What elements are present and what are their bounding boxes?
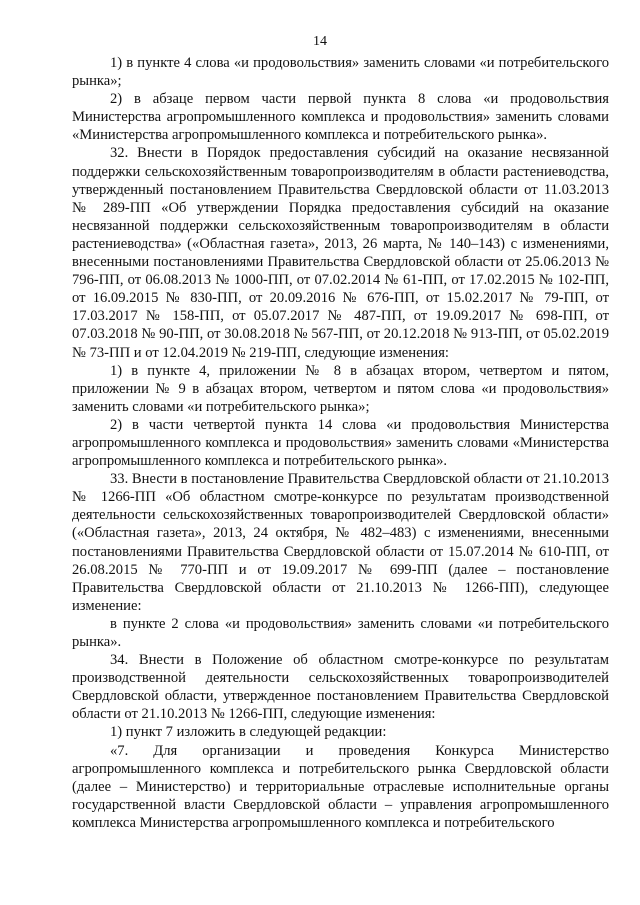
paragraph-item-1: 1) в пункте 4 слова «и продовольствия» заменить словами «и потребительского рынка»; (72, 55, 609, 90)
page-number: 14 (313, 34, 327, 49)
paragraph-item-2: 2) в абзаце первом части первой пункта 8 слова «и продовольствия Министерства агропромышленного комплекса и продовольствия» заменить словами «Министерства агропромышленного комплекса и потребительского рынка». (72, 91, 609, 144)
paragraph-32-item-1: 1) в пункте 4, приложении № 8 в абзацах втором, четвертом и пятом, приложении № 9 в абзацах втором, четвертом и пятом слова «и продовольствия» заменить словами «и потребительского рынка»; (72, 362, 609, 415)
paragraph-34: 34. Внести в Положение об областном смотре-конкурсе по результатам производственной деятельности сельскохозяйственных товаропроизводителей Свердловской области, утвержденное постановлением Правительства Свердловской области от 21.10.2013 № 1266-ПП, следующие изменения: (72, 652, 609, 723)
document-body (72, 54, 609, 832)
paragraph-34-clause-7: «7. Для организации и проведения Конкурса Министерство агропромышленного комплекса и потребительского рынка Свердловской области (далее – Министерство) и территориальные отраслевые исполнительные органы государственной власти Свердловской области – управления агропромышленного комплекса Министерства агропромышленного комплекса и потребительского (72, 742, 609, 831)
paragraph-32-item-2: 2) в части четвертой пункта 14 слова «и продовольствия Министерства агропромышленного комплекса и продовольствия» заменить словами «Министерства агропромышленного комплекса и потребительского рынка». (72, 416, 609, 470)
paragraph-32: 32. Внести в Порядок предоставления субсидий на оказание несвязанной поддержки сельскохозяйственным товаропроизводителям в области растениеводства, утвержденный постановлением Правительства Свердловской области от 11.03.2013 № 289-ПП «Об утверждении Порядка предоставления субсидий на оказание несвязанной поддержки сельскохозяйственным товаропроизводителям в области растениеводства» («Областная газета», 2013, 26 марта, № 140–143) с изменениями, внесенными постановлениями Правительства Свердловской области от 25.06.2013 № 796-ПП, от 06.08.2013 № 1000-ПП, от 07.02.2014 № 61-ПП, от 17.02.2015 № 102-ПП, от 16.09.2015 № 830-ПП, от 20.09.2016 № 676-ПП, от 15.02.2017 № 79-ПП, от 17.03.2017 № 158-ПП, от 05.07.2017 № 487-ПП, от 19.09.2017 № 698-ПП, от 07.03.2018 № 90-ПП, от 30.08.2018 № 567-ПП, от 20.12.2018 № 913-ПП, от 05.02.2019 № 73-ПП и от 12.04.2019 № 219-ПП, следующие изменения: (72, 145, 609, 361)
paragraph-33: 33. Внести в постановление Правительства Свердловской области от 21.10.2013 № 1266-ПП «Об областном смотре-конкурсе по результатам производственной деятельности сельскохозяйственных товаропроизводителей Свердловской области» («Областная газета», 2013, 24 октября, № 482–483) с изменениями, внесенными постановлениями Правительства Свердловской области от 15.07.2014 № 610-ПП, от 26.08.2015 № 770-ПП и от 19.09.2017 № 699-ПП (далее – постановление Правительства Свердловской области от 21.10.2013 № 1266-ПП), следующее изменение: (72, 471, 609, 614)
paragraph-34-item-1: 1) пункт 7 изложить в следующей редакции: (110, 724, 387, 741)
paragraph-33-change: в пункте 2 слова «и продовольствия» заменить словами «и потребительского рынка». (72, 615, 609, 650)
